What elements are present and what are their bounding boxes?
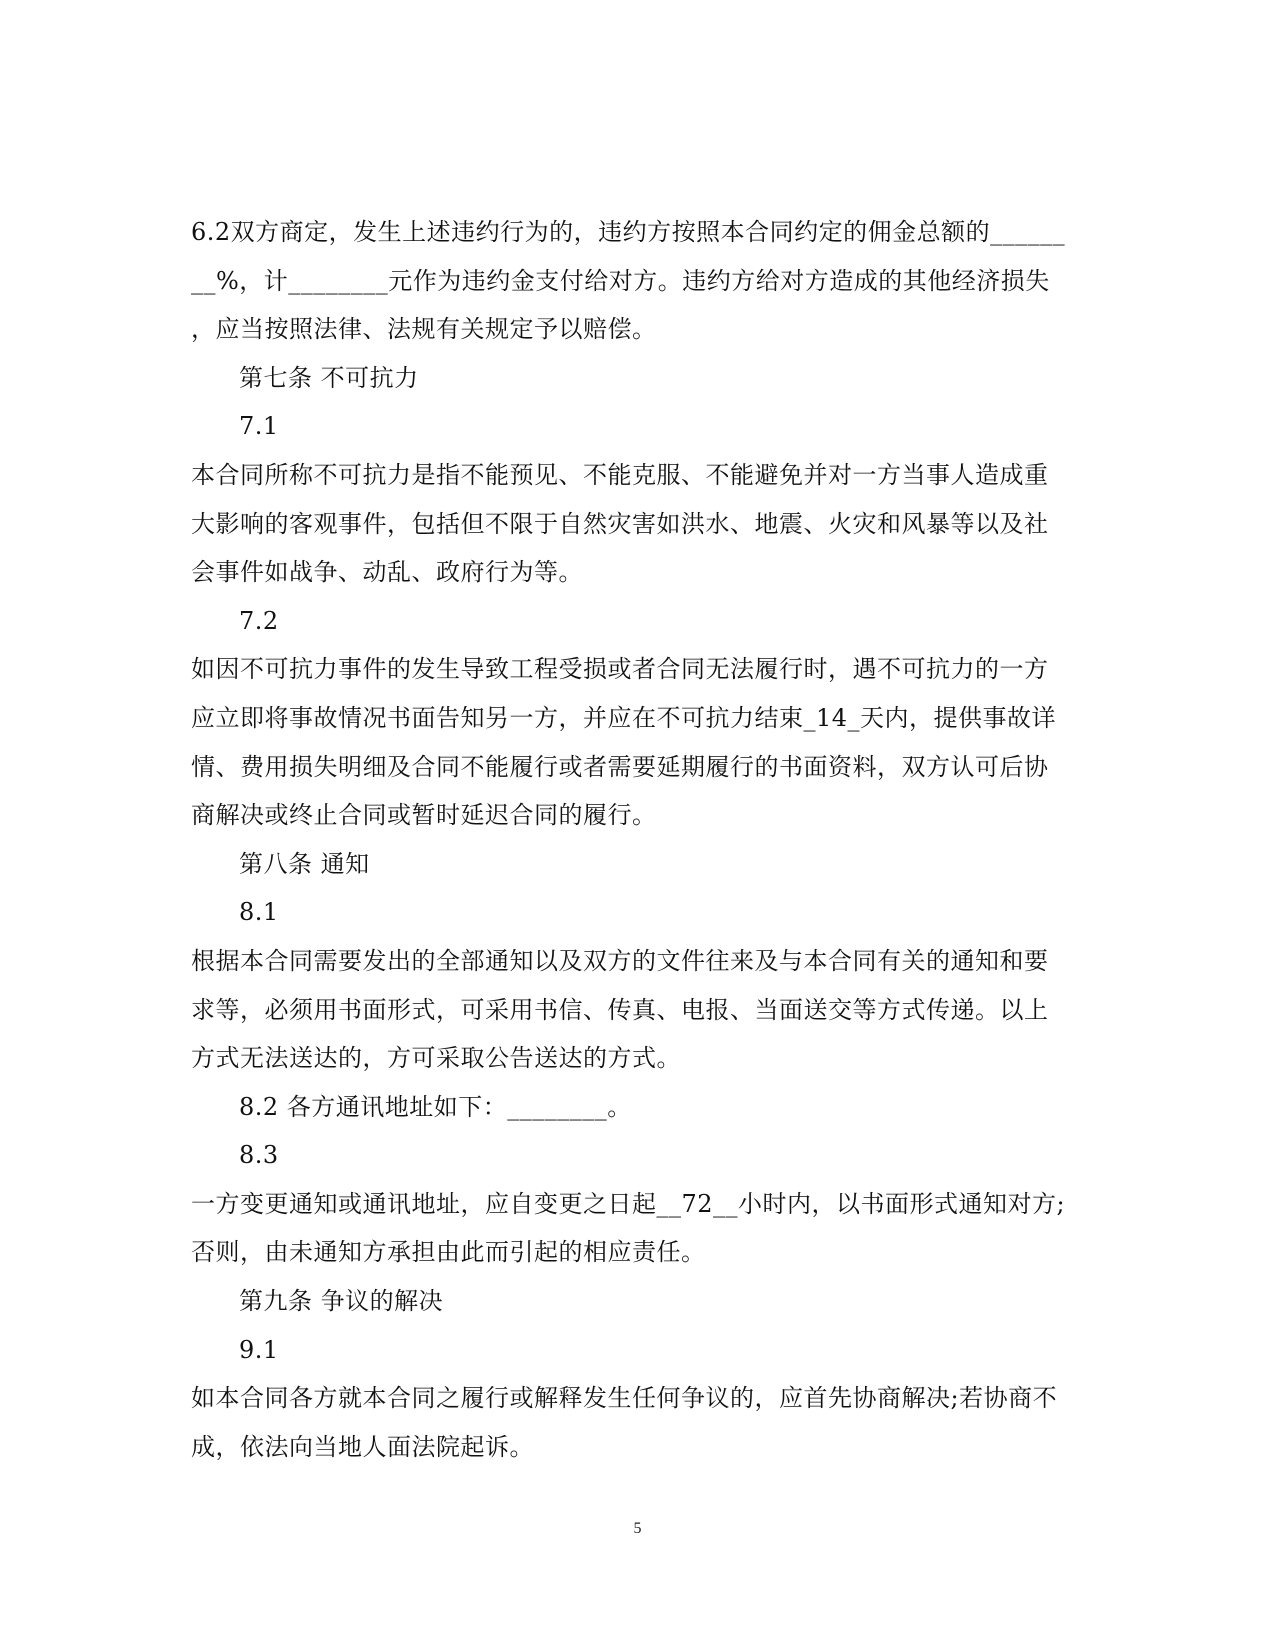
clause-8-2: 8.2 各方通讯地址如下：________。	[239, 1092, 632, 1121]
clause-9-1-number: 9.1	[239, 1335, 279, 1364]
clause-6-2-line-2: __%，计________元作为违约金支付给对方。违约方给对方造成的其他经济损失	[191, 266, 1050, 295]
clause-8-3-line-1: 一方变更通知或通讯地址，应自变更之日起__72__小时内，以书面形式通知对方;	[191, 1189, 1066, 1218]
clause-7-2-number: 7.2	[239, 606, 279, 635]
clause-8-1-line-3: 方式无法送达的，方可采取公告送达的方式。	[191, 1044, 681, 1073]
clause-7-2-line-1: 如因不可抗力事件的发生导致工程受损或者合同无法履行时，遇不可抗力的一方	[191, 655, 1049, 684]
page-number: 5	[633, 1520, 642, 1537]
clause-7-2-line-3: 情、费用损失明细及合同不能履行或者需要延期履行的书面资料，双方认可后协	[191, 752, 1049, 781]
clause-7-2-line-2: 应立即将事故情况书面告知另一方，并应在不可抗力结束_14_天内，提供事故详	[191, 703, 1057, 732]
clause-7-2-line-4: 商解决或终止合同或暂时延迟合同的履行。	[191, 801, 657, 830]
clause-8-3-line-2: 否则，由未通知方承担由此而引起的相应责任。	[191, 1238, 706, 1267]
clause-8-1-line-1: 根据本合同需要发出的全部通知以及双方的文件往来及与本合同有关的通知和要	[191, 946, 1049, 975]
clause-7-1-line-1: 本合同所称不可抗力是指不能预见、不能克服、不能避免并对一方当事人造成重	[191, 460, 1049, 489]
clause-7-1-line-2: 大影响的客观事件，包括但不限于自然灾害如洪水、地震、火灾和风暴等以及社	[191, 509, 1049, 538]
clause-7-1-number: 7.1	[239, 412, 279, 441]
clause-8-1-line-2: 求等，必须用书面形式，可采用书信、传真、电报、当面送交等方式传递。以上	[191, 995, 1049, 1024]
clause-9-1-line-1: 如本合同各方就本合同之履行或解释发生任何争议的，应首先协商解决;若协商不	[191, 1384, 1058, 1413]
article-8-heading: 第八条 通知	[239, 849, 370, 878]
clause-6-2-line-3: ，应当按照法律、法规有关规定予以赔偿。	[191, 315, 657, 344]
article-7-heading: 第七条 不可抗力	[239, 363, 419, 392]
article-9-heading: 第九条 争议的解决	[239, 1287, 444, 1316]
document-body	[191, 208, 1083, 1471]
clause-6-2-line-1: 6.2双方商定，发生上述违约行为的，违约方按照本合同约定的佣金总额的______	[191, 218, 1066, 246]
clause-8-1-number: 8.1	[239, 898, 279, 927]
clause-8-3-number: 8.3	[239, 1141, 279, 1170]
clause-9-1-line-2: 成，依法向当地人面法院起诉。	[191, 1432, 534, 1461]
clause-7-1-line-3: 会事件如战争、动乱、政府行为等。	[191, 558, 583, 587]
